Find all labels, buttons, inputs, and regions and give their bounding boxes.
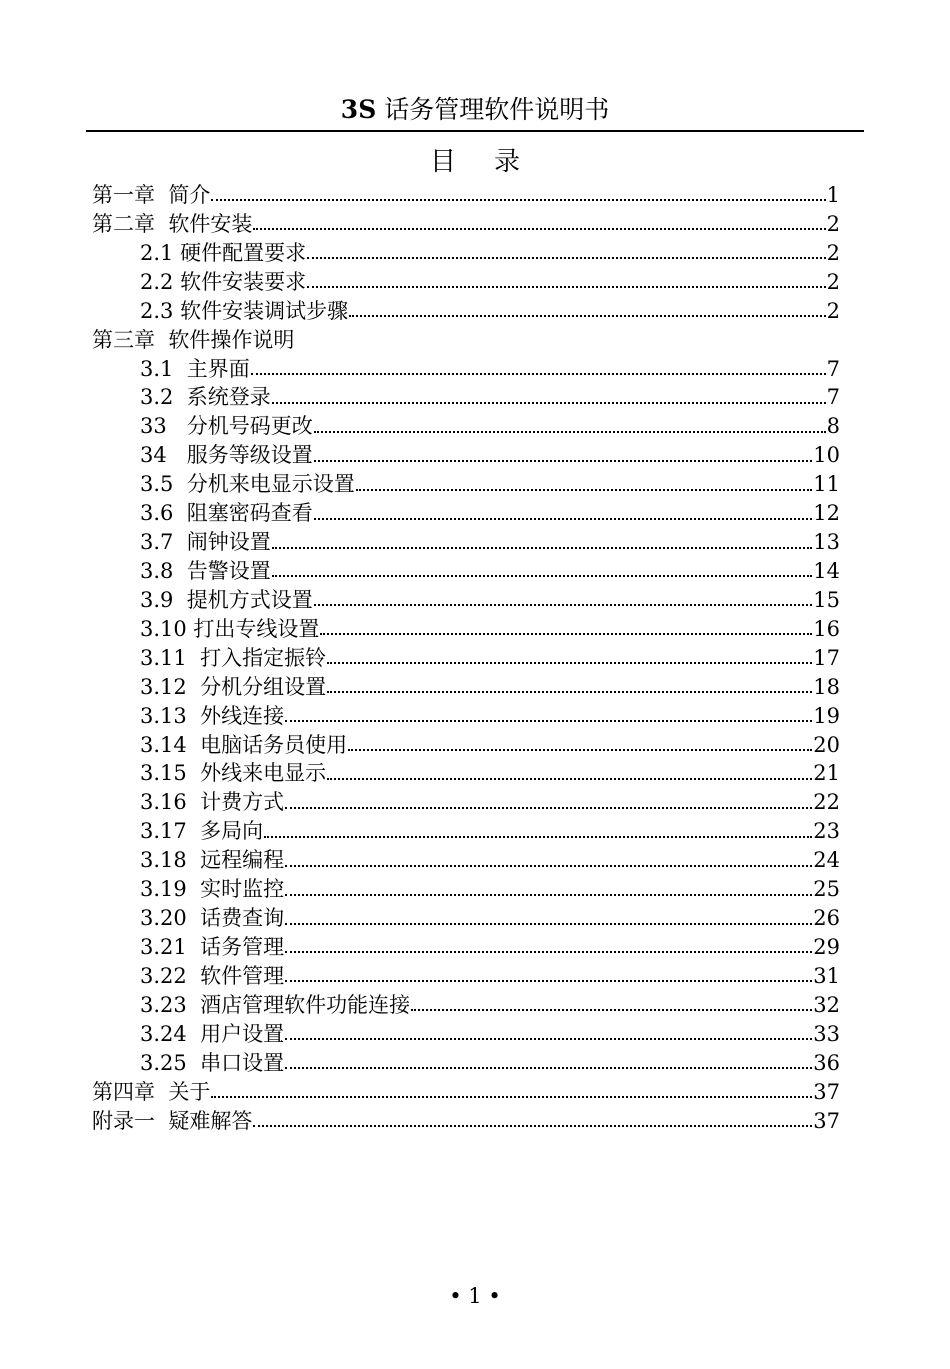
toc-entry[interactable] <box>92 962 840 991</box>
toc-entry[interactable] <box>92 181 840 210</box>
toc-dot-leader <box>314 460 813 462</box>
toc-dot-leader <box>327 662 812 664</box>
toc-entry-label: 3.7 闹钟设置 <box>140 530 271 555</box>
toc-entry-page: 24 <box>813 848 840 873</box>
toc-entry[interactable] <box>92 673 840 702</box>
toc-entry-label: 3.16 计费方式 <box>140 790 285 815</box>
toc-dot-leader <box>285 1067 812 1069</box>
toc-entry-page: 12 <box>813 501 840 526</box>
toc-entry[interactable] <box>92 759 840 788</box>
document-title <box>86 92 864 128</box>
toc-entry-label: 3.2 系统登录 <box>140 385 271 410</box>
toc-entry-label: 3.21 话务管理 <box>140 934 285 959</box>
toc-entry[interactable] <box>92 702 840 731</box>
toc-dot-leader <box>264 836 812 838</box>
document-title-prefix: 3S <box>340 95 377 124</box>
toc-entry-page: 22 <box>813 790 840 815</box>
toc-entry[interactable] <box>92 557 840 586</box>
toc-entry-page: 11 <box>813 472 840 497</box>
toc-entry[interactable] <box>92 1078 840 1107</box>
toc-entry[interactable] <box>92 1049 840 1078</box>
toc-entry[interactable] <box>92 355 840 384</box>
toc-entry-page: 32 <box>813 992 840 1017</box>
toc-dot-leader <box>349 315 826 317</box>
toc-entry-page: 14 <box>813 558 840 583</box>
toc-dot-leader <box>272 547 813 549</box>
toc-entry-page: 19 <box>813 703 840 728</box>
toc-dot-leader <box>356 489 813 491</box>
toc-entry-page: 37 <box>813 1108 840 1133</box>
toc-entry-page: 26 <box>813 906 840 931</box>
toc-entry[interactable] <box>92 210 840 239</box>
toc-entry-label: 第一章 简介 <box>92 183 211 207</box>
toc-entry-page: 16 <box>813 616 840 641</box>
toc-entry-label: 3.19 实时监控 <box>140 877 285 902</box>
toc-dot-leader <box>307 286 826 288</box>
toc-entry[interactable] <box>92 933 840 962</box>
toc-entry-label: 3.23 酒店管理软件功能连接 <box>140 992 411 1017</box>
toc-entry[interactable] <box>92 470 840 499</box>
toc-dot-leader <box>320 633 812 635</box>
toc-entry[interactable] <box>92 615 840 644</box>
toc-entry-label: 3.10 打出专线设置 <box>140 616 320 641</box>
toc-entry[interactable] <box>92 644 840 673</box>
toc-entry-label: 3.11 打入指定振铃 <box>140 645 327 670</box>
toc-entry-page: 1 <box>826 183 840 207</box>
toc-entry-page: 7 <box>826 356 840 381</box>
toc-entry-label: 2.1 硬件配置要求 <box>140 240 307 265</box>
toc-entry-label: 3.24 用户设置 <box>140 1021 285 1046</box>
toc-entry-page: 2 <box>826 211 840 236</box>
toc-heading: 目录 <box>429 147 558 177</box>
toc-dot-leader <box>272 402 826 404</box>
toc-entry-page: 2 <box>826 240 840 265</box>
toc-entry[interactable] <box>92 412 840 441</box>
toc-dot-leader <box>314 518 813 520</box>
toc-entry-label: 第三章 软件操作说明 <box>92 327 295 352</box>
toc-entry-page: 7 <box>826 385 840 410</box>
toc-entry-label: 3.14 电脑话务员使用 <box>140 732 348 757</box>
toc-entry[interactable] <box>92 268 840 297</box>
toc-entry-label: 附录一 疑难解答 <box>92 1108 253 1133</box>
toc-entry[interactable] <box>92 528 840 557</box>
toc-entry-label: 3.15 外线来电显示 <box>140 761 327 786</box>
toc-entry-page: 23 <box>813 819 840 844</box>
toc-dot-leader <box>253 228 825 230</box>
toc-entry-label: 3.25 串口设置 <box>140 1050 285 1075</box>
toc-entry-label: 3.12 分机分组设置 <box>140 674 327 699</box>
toc-dot-leader <box>285 980 812 982</box>
toc-entry-label: 33 分机号码更改 <box>140 414 313 439</box>
toc-entry-label: 3.18 远程编程 <box>140 848 285 873</box>
toc-entry-page: 15 <box>813 587 840 612</box>
toc-entry-page: 36 <box>813 1050 840 1075</box>
toc-dot-leader <box>253 1125 812 1127</box>
toc-dot-leader <box>314 604 813 606</box>
toc-entry[interactable] <box>92 383 840 412</box>
toc-entry-page: 10 <box>813 443 840 468</box>
toc-entry-label: 3.6 阻塞密码查看 <box>140 501 313 526</box>
toc-entry-label: 3.1 主界面 <box>140 356 250 381</box>
toc-dot-leader <box>411 1009 812 1011</box>
toc-entry-label: 第二章 软件安装 <box>92 211 253 236</box>
document-title-text: 话务管理软件说明书 <box>376 95 610 124</box>
page-number: • 1 • <box>449 1284 501 1308</box>
toc-entry-page: 13 <box>813 530 840 555</box>
toc-entry-label: 3.17 多局向 <box>140 819 264 844</box>
toc-entry[interactable] <box>92 991 840 1020</box>
toc-entry-page: 2 <box>826 269 840 294</box>
toc-entry-label: 2.2 软件安装要求 <box>140 269 307 294</box>
toc-entry[interactable] <box>92 1107 840 1136</box>
toc-dot-leader <box>285 1038 812 1040</box>
toc-entry-label: 3.13 外线连接 <box>140 703 285 728</box>
toc-entry-page: 2 <box>826 298 840 323</box>
toc-entry-page: 20 <box>813 732 840 757</box>
toc-dot-leader <box>285 951 812 953</box>
toc-entry-label: 3.22 软件管理 <box>140 963 285 988</box>
toc-entry-page: 31 <box>813 963 840 988</box>
toc-entry[interactable] <box>92 1020 840 1049</box>
toc-entry-label: 第四章 关于 <box>92 1079 211 1104</box>
toc-entry-page: 18 <box>813 674 840 699</box>
toc-entry-label: 2.3 软件安装调试步骤 <box>140 298 349 323</box>
toc-entry-label: 3.9 提机方式设置 <box>140 587 313 612</box>
toc-entry-page: 17 <box>813 645 840 670</box>
toc-dot-leader <box>348 749 812 751</box>
toc-entry[interactable] <box>92 297 840 326</box>
toc-dot-leader <box>285 720 812 722</box>
toc-entry-page: 37 <box>813 1079 840 1104</box>
toc-entry-label: 3.5 分机来电显示设置 <box>140 472 355 497</box>
toc-dot-leader <box>285 865 812 867</box>
toc-entry-page: 29 <box>813 934 840 959</box>
toc-entry[interactable] <box>92 904 840 933</box>
toc-entry[interactable] <box>92 499 840 528</box>
toc-dot-leader <box>285 894 812 896</box>
toc-entry-page: 8 <box>826 414 840 439</box>
toc-entry[interactable] <box>92 586 840 615</box>
toc-entry-label: 3.20 话费查询 <box>140 906 285 931</box>
toc-dot-leader <box>251 373 826 375</box>
toc-dot-leader <box>285 923 812 925</box>
toc-entry-page: 25 <box>813 877 840 902</box>
toc-dot-leader <box>314 431 826 433</box>
toc-entry[interactable] <box>92 846 840 875</box>
toc-dot-leader <box>211 1096 812 1098</box>
toc-entry-page: 33 <box>813 1021 840 1046</box>
table-of-contents <box>92 181 840 1135</box>
toc-dot-leader <box>327 691 812 693</box>
toc-dot-leader <box>211 199 825 201</box>
toc-entry-page: 21 <box>813 761 840 786</box>
toc-dot-leader <box>327 778 812 780</box>
toc-entry[interactable] <box>92 875 840 904</box>
toc-entry[interactable] <box>92 817 840 846</box>
toc-entry-label: 3.8 告警设置 <box>140 558 271 583</box>
toc-dot-leader <box>307 257 826 259</box>
toc-entry[interactable] <box>92 731 840 760</box>
page-header <box>86 92 864 132</box>
toc-entry[interactable] <box>92 788 840 817</box>
toc-dot-leader <box>272 575 813 577</box>
toc-dot-leader <box>285 807 812 809</box>
toc-entry-label: 34 服务等级设置 <box>140 443 313 468</box>
toc-entry[interactable] <box>92 441 840 470</box>
toc-entry[interactable] <box>92 326 840 355</box>
toc-entry[interactable] <box>92 239 840 268</box>
